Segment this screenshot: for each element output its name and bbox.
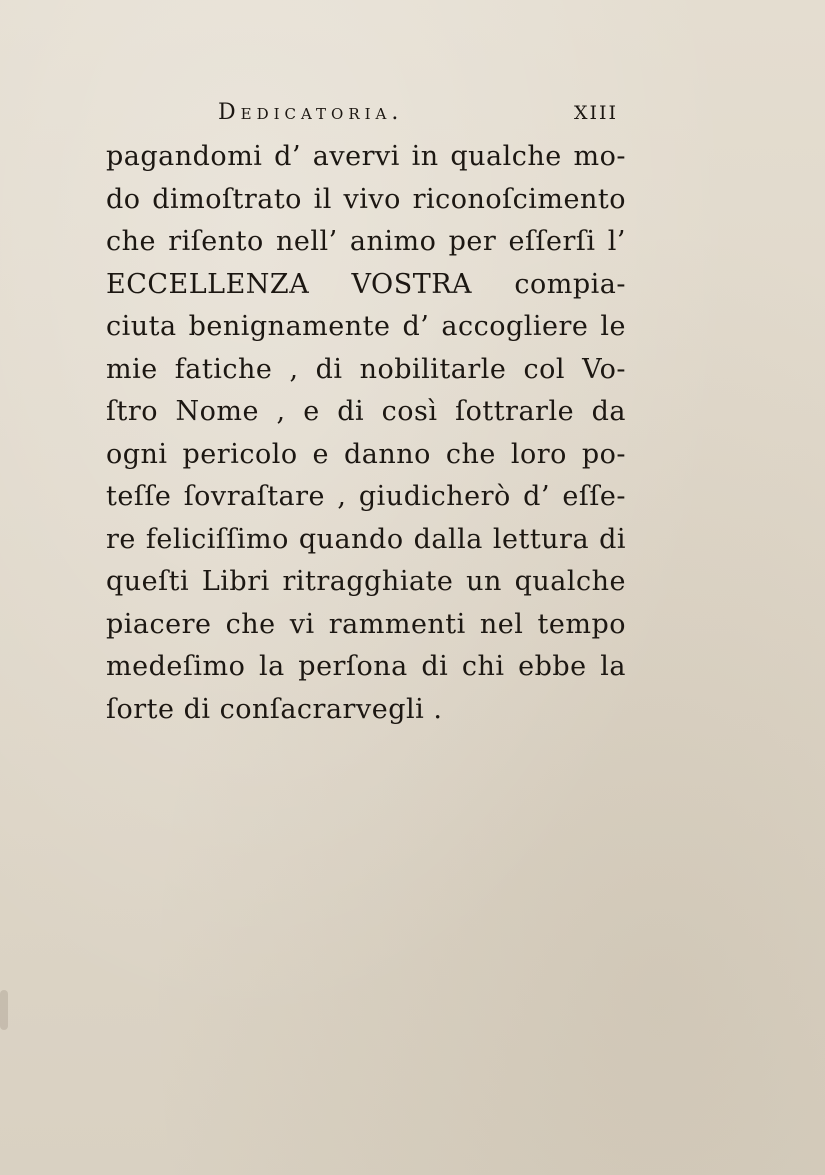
running-header — [218, 100, 618, 134]
text-line: piacere che vi rammenti nel tempo — [106, 608, 626, 640]
text-line: teſſe ſovraſtare , giudicherò d’ eſſe- — [106, 481, 626, 512]
text-line: ciuta benignamente d’ accogliere le — [106, 311, 626, 342]
text-line: re feliciſſimo quando dalla lettura di — [106, 523, 626, 555]
text-line: mie fatiche , di nobilitarle col Vo- — [106, 353, 626, 385]
text-line: medeſimo la perſona di chi ebbe la — [106, 651, 626, 682]
text-line: che riſento nell’ animo per eſſerſi l’ — [106, 226, 626, 257]
text-line: ogni pericolo e danno che loro po- — [106, 438, 626, 470]
text-line: ECCELLENZA VOSTRA compia- — [106, 268, 626, 300]
page-number: XIII — [573, 102, 618, 124]
dedication-text — [106, 136, 626, 731]
text-line: ſtro Nome , e di così ſottrarle da — [106, 396, 626, 427]
text-line: pagandomi d’ avervi in qualche mo- — [106, 141, 626, 172]
text-line: ſorte di conſacrarvegli . — [106, 693, 443, 725]
text-line: queſti Libri ritragghiate un qualche — [106, 566, 626, 597]
header-title: Dedicatoria. — [218, 100, 404, 125]
text-line: do dimoſtrato il vivo riconoſcimento — [106, 183, 626, 215]
page-edge-smudge — [0, 990, 8, 1030]
